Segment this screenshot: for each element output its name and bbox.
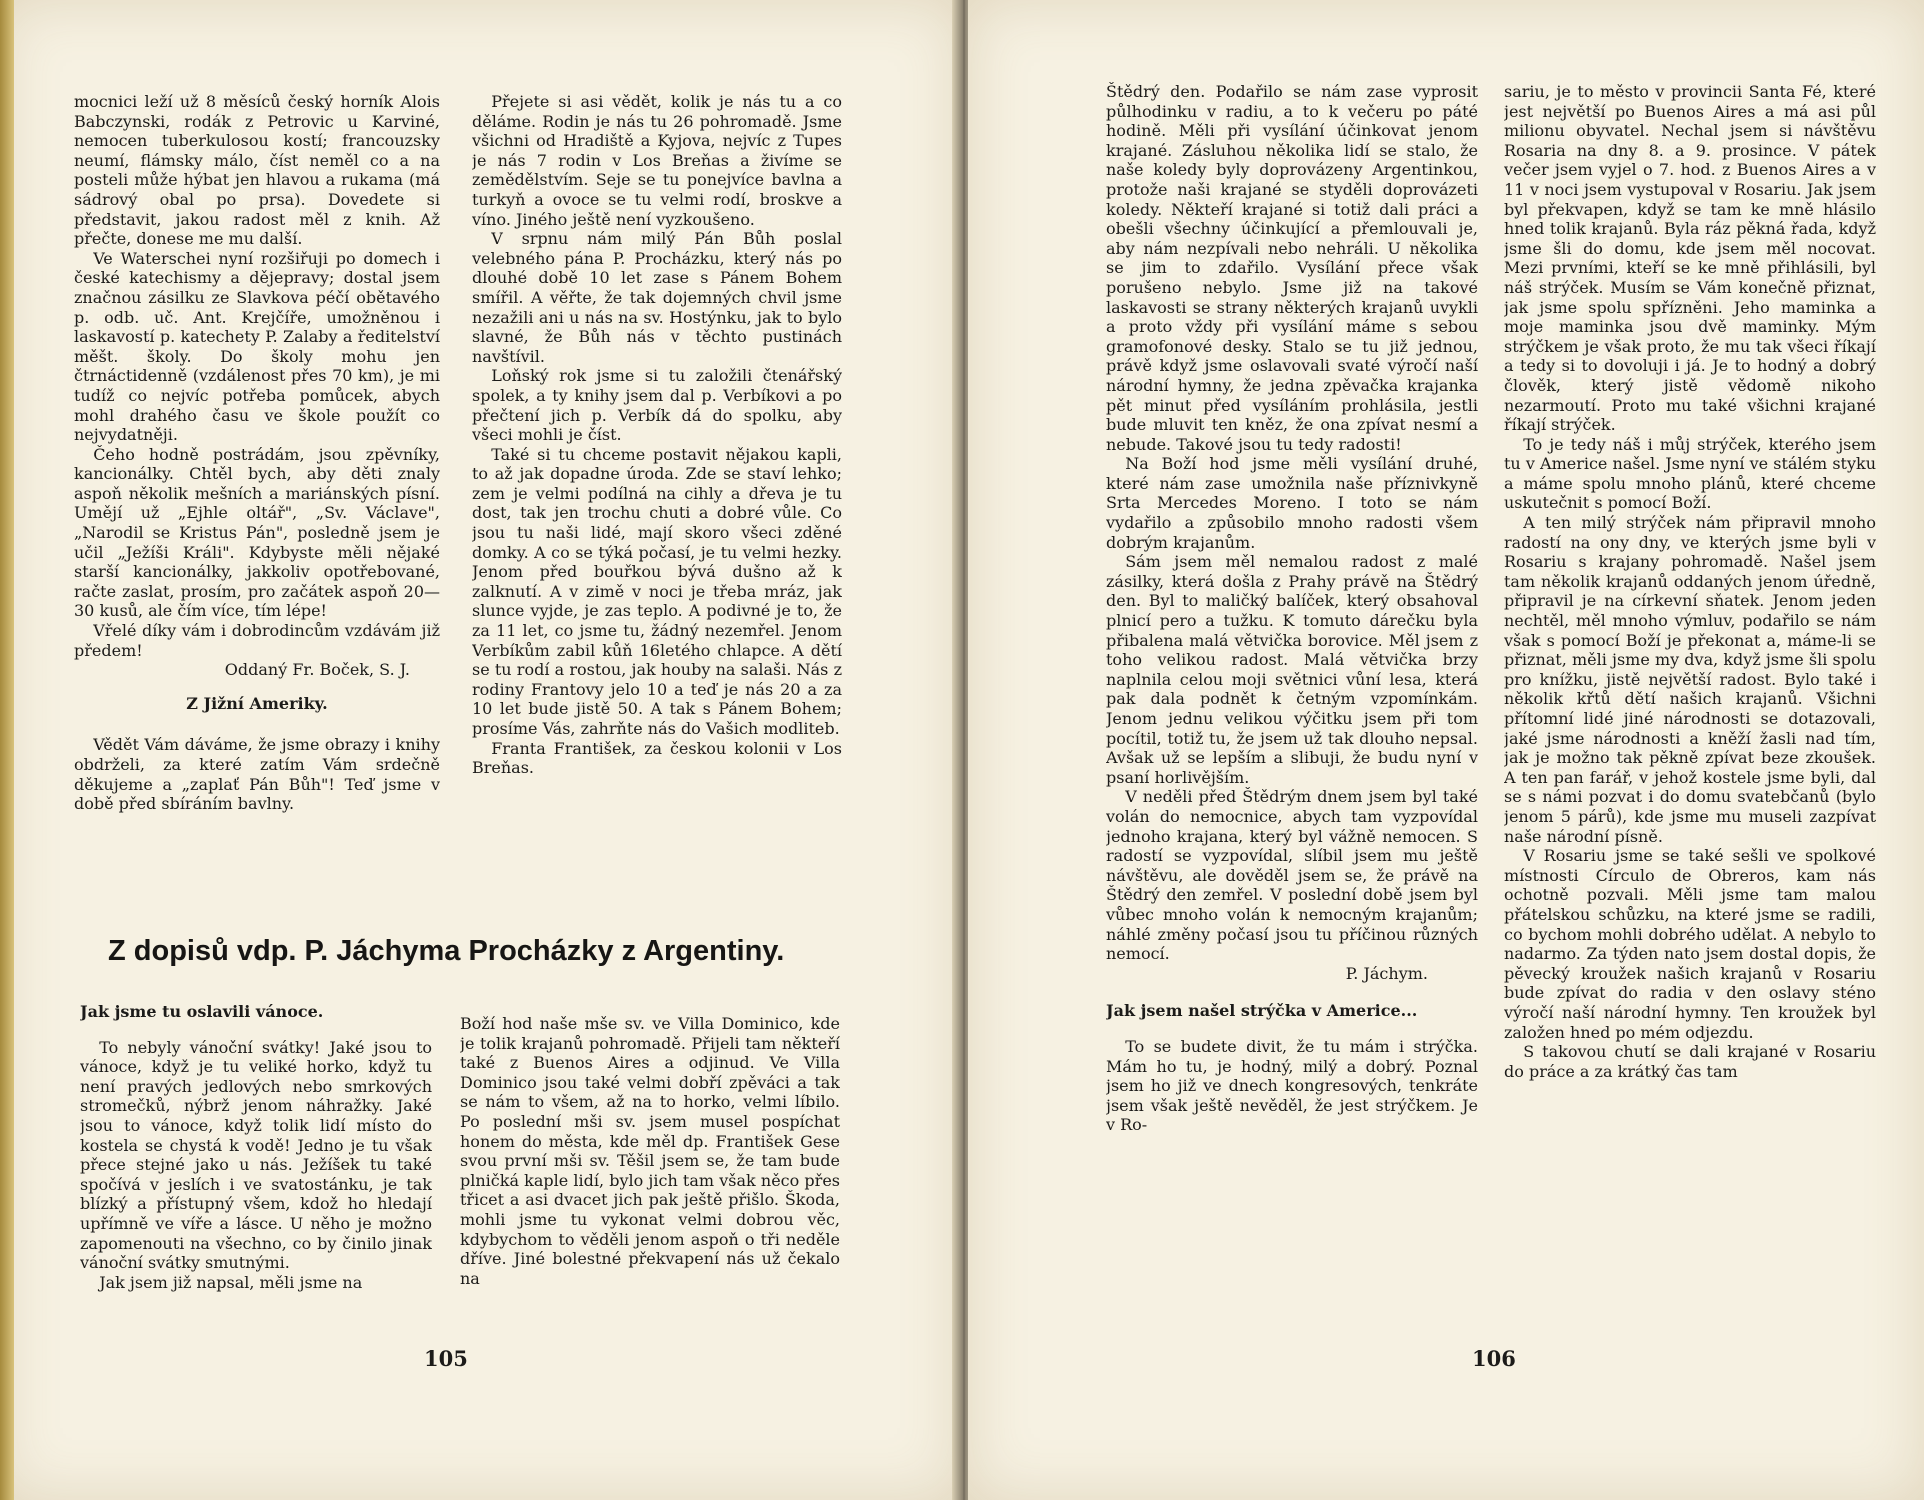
section-heading: Z Jižní Ameriky. [186,693,328,713]
paragraph: Franta František, za českou kolonii v Los Breňas. [472,738,842,778]
left-column-4 [460,1014,840,1334]
left-column-1 [74,92,440,928]
paragraph: Štědrý den. Podařilo se nám zase vyprosit půlhodinku v radiu, a to k večeru po páté hodině. Měli při vysílání účinkovat jenom krajané. Zásluhou několika lidí se stalo, že naše koledy byly doprovázeny Argentinkou, protože naši krajané se styděli doprovázeti koledy. Někteří krajané si totiž dali práci a obešli všechny účinkující a přemlouvali je, aby nám nezpívali nebo nehráli. U několika se jim to zdařilo. Vysílání přece však porušeno nebylo. Jsme již na takové laskavosti se strany některých krajanů uvykli a proto vždy při vysílání máme s sebou gramofonové desky. Stalo se tu již jednou, právě když jsme oslavovali svaté výročí naší národní hymny, že jedna zpěvačka krajanka pět minut před vysíláním prohlásila, jestli bude mluvit ten kněz, že ona zpívat nesmí a nebude. Takové jsou tu tedy radosti! [1106,82,1478,454]
paragraph: Také si tu chceme postavit nějakou kapli, to až jak dopadne úroda. Zde se staví lehko; zem je velmi podílná na cihly a dřeva je tu dost, tak jen trochu chuti a dobré vůle. Co jsou tu naši lidé, mají skoro všeci zděné domky. A co se týká počasí, je tu velmi hezky. Jenom před bouřkou bývá dušno až k zalknutí. A v zimě v noci je třeba mráz, jak slunce vyjde, je zas teplo. A podivné je to, že za 11 let, co jsme tu, žádný nezemřel. Jenom Verbíkům zabil kůň 16letého chlapce. A dětí se tu rodí a rostou, jak houby na salaši. Nás z rodiny Frantovy jelo 10 a teď je nás 20 a za 10 let bude jistě 50. A tak s Pánem Bohem; prosíme Vás, zahrňte nás do Vašich modliteb. [472,444,842,738]
section-heading: Jak jsem našel strýčka v Americe... [1106,1001,1418,1021]
paragraph: A ten milý strýček nám připravil mnoho radostí na ony dny, ve kterých jsme byli v Rosariu s krajany pohromadě. Našel jsem tam několik krajanů oddaných jenom úředně, připravil je na církevní sňatek. Jenom jeden nechtěl, měl mnoho výmluv, podařilo se nám však s pomocí Boží je překonat a, máme-li se přiznat, měli jsme my dva, když jsme šli spolu pro knížku, jistě největší radost. Bylo také i několik křtů dětí našich krajanů. Všichni přítomní lidé jiné národnosti se dotazovali, jaké jsme národnosti a kněží žasli nad tím, jak je možno tak pěkně zpívat beze zkoušek. A ten pan farář, v jehož kostele jsme byli, dal se s námi pozvat i do domu svatebčanů (bylo jenom 5 párů), kde jsme mu museli zazpívat naše národní písně. [1504,513,1876,846]
right-page [968,0,1924,1500]
section-heading: Jak jsme tu oslavili vánoce. [80,1002,324,1021]
paragraph: Vědět Vám dáváme, že jsme obrazy i knihy obdrželi, za které zatím Vám srdečně děkujeme a „zaplať Pán Bůh"! Teď jsme v době před sbíráním bavlny. [74,735,440,814]
paragraph: To je tedy náš i můj strýček, kterého jsem tu v Americe našel. Jsme nyní ve stálém styku a máme spolu mnoho plánů, které chceme uskutečnit s pomocí Boží. [1504,434,1876,513]
paragraph: Na Boží hod jsme měli vysílání druhé, které nám zase umožnila naše příznivkyně Srta Mercedes Moreno. I toto se nám vydařilo a způsobilo mnoho radosti všem dobrým krajanům. [1106,454,1478,552]
paragraph: To se budete divit, že tu mám i strýčka. Mám ho tu, je hodný, milý a dobrý. Poznal jsem ho již ve dnech kongresových, tenkráte jsem však ještě nevěděl, že jest strýčkem. Je v Ro- [1106,1036,1478,1135]
paragraph: V Rosariu jsme se také sešli ve spolkové místnosti Círculo de Obreros, kam nás ochotně pozvali. Měli jsme tam malou přátelskou schůzku, na které jsme se radili, co bychom mohli dobrého udělat. A nebylo to nadarmo. Za týden nato jsem dostal dopis, že pěvecký kroužek našich krajanů v Rosariu bude zpívat do radia v den oslavy sténo výročí naší národní hymny. Ten kroužek byl založen hned po mém odjezdu. [1504,846,1876,1042]
article-headline: Z dopisů vdp. P. Jáchyma Procházky z Argentiny. [108,935,785,967]
left-column-3 [80,992,432,1332]
page-number: 106 [1472,1346,1516,1371]
paragraph: Čeho hodně postrádám, jsou zpěvníky, kancionálky. Chtěl bych, aby děti znaly aspoň několik mešních a mariánských písní. Umějí už „Ejhle oltář", „Sv. Václave", „Narodil se Kristus Pán", posledně jsem je učil „Ježíši Králi". Kdybyste měli nějaké starší kancionálky, jakkoliv opotřebované, račte zaslat, prosím, pro začátek aspoň 20—30 kusů, ale čím více, tím lépe! [74,444,440,621]
paragraph: Boží hod naše mše sv. ve Villa Dominico, kde je tolik krajanů pohromadě. Přijeli tam někteří také z Buenos Aires a odjinud. Ve Villa Dominico jsou také velmi dobří zpěváci a tak se nám to všem, až na to horko, velmi líbilo. Po poslední mši sv. jsem musel pospíchat honem do města, kde měl dp. František Gese svou první mši sv. Těšil jsem se, že tam bude plničká kaple lidí, bylo jich tam však něco přes třicet a asi dvacet jich pak ještě přišlo. Škoda, mohli jsme tu vykonat velmi dobrou věc, kdybychom to věděli jenom aspoň o tři neděle dříve. Jiné bolestné překvapení nás už čekalo na [460,1014,840,1288]
signature: P. Jáchym. [1345,963,1428,983]
paragraph: S takovou chutí se dali krajané v Rosariu do práce a za krátký čas tam [1504,1042,1876,1081]
page-number: 105 [424,1346,468,1371]
paragraph: Jak jsem již napsal, měli jsme na [99,1272,363,1292]
paragraph: mocnici leží už 8 měsíců český horník Alois Babczynski, rodák z Petrovic u Karviné, nemocen tuberkulosou kostí; francouzsky neumí, flámsky málo, číst neměl co a na posteli může hýbat jen hlavou a rukama (má sádrový obal po prsa). Dovedete si představit, jakou radost měl z knih. Až přečte, donese me mu další. [74,92,440,249]
paragraph: V srpnu nám milý Pán Bůh poslal velebného pána P. Procházku, který nás po dlouhé době 10 let zase s Pánem Bohem smířil. A věřte, že tak dojemných chvil jsme nezažili ani u nás na sv. Hostýnku, jak to bylo slavné, že Bůh nás v těchto pustinách navštívil. [472,229,842,366]
paragraph: Sám jsem měl nemalou radost z malé zásilky, která došla z Prahy právě na Štědrý den. Byl to maličký balíček, který obsahoval plnicí pero a tužku. K tomuto dárečku byla přibalena malá větvička borovice. Měl jsem z toho velikou radost. Malá větvička brzy naplnila celou moji světnici vůní lesa, která pak dala podnět k četným vzpomínkám. Jenom jednu velikou výčitku jsem při tom pocítil, totiž tu, že jsem už tak dlouho nepsal. Avšak už se lepším a slibuji, že budu nyní v psaní horlivějším. [1106,552,1478,787]
left-page [0,0,960,1500]
left-column-2 [472,92,842,892]
signature: Oddaný Fr. Boček, S. J. [224,660,410,680]
paragraph: V neděli před Štědrým dnem jsem byl také volán do nemocnice, abych tam vyzpovídal jednoho krajana, který byl vážně nemocen. S radostí se vyzpovídal, slíbil jsem mu ještě návštěvu, ale dověděl jsem se, že právě na Štědrý den zemřel. V poslední době jsem byl vůbec mnoho volán k nemocným krajanům; náhlé změny počasí jsou tu příčinou různých nemocí. [1106,787,1478,964]
paragraph: Ve Waterschei nyní rozšiřuji po domech i české katechismy a dějepravy; dostal jsem značnou zásilku ze Slavkova péčí obětavého p. odb. uč. Ant. Krejčíře, umožněnou i laskavostí p. katechety P. Zalaby a ředitelství měšt. školy. Do školy mohu jen čtrnáctidenně (vzdálenost přes 70 km), je mi tudíž co nejvíc potřeba pomůcek, abych mohl drahého času ve škole použít co nejvydatněji. [74,248,440,445]
paragraph: Přejete si asi vědět, kolik je nás tu a co děláme. Rodin je nás tu 26 pohromadě. Jsme všichni od Hradiště a Kyjova, nejvíc z Tupes je nás 7 rodin v Los Breňas a živíme se zemědělstvím. Seje se tu ponejvíce bavlna a turkyň a ovoce se tu velmi rodí, broskve a víno. Jiného ještě není vyzkoušeno. [472,92,842,229]
paragraph: Vřelé díky vám i dobrodincům vzdávám již předem! [74,621,440,660]
right-column-2 [1504,82,1876,1332]
paragraph: Loňský rok jsme si tu založili čtenářský spolek, a ty knihy jsem dal p. Verbíkovi a po přečtení jich p. Verbík dá do spolku, aby všeci mohli je číst. [472,366,842,445]
right-column-1 [1106,82,1478,1332]
paragraph: sariu, je to město v provincii Santa Fé, které jest největší po Buenos Aires a má asi půl milionu obyvatel. Nechal jsem si návštěvu Rosaria na dny 8. a 9. prosince. V pátek večer jsem vyjel o 7. hod. z Buenos Aires a v 11 v noci jsem vystupoval v Rosariu. Jak jsem byl překvapen, když se tam ke mně hlásilo hned tolik krajanů. Byla ráz pěkná řada, když jsme šli do domu, kde jsem měl nocovat. Mezi prvními, kteří se ke mně přihlásili, byl náš strýček. Musím se Vám konečně přiznat, jak jsme spolu spřízněni. Jeho maminka a moje maminka jsou dvě maminky. Mým strýčkem je však proto, že mu tak všeci říkají a tedy si to dovoluji i já. Je to hodný a dobrý člověk, který jistě vědomě nikoho nezarmoutí. Proto mu také všichni krajané říkají strýček. [1504,82,1876,435]
paragraph: To nebyly vánoční svátky! Jaké jsou to vánoce, když je tu veliké horko, když tu není pravých jedlových nebo smrkových stromečků, nýbrž jenom náhražky. Jaké jsou to vánoce, když tolik lidí místo do kostela se chystá k vodě! Jedno je tu však přece stejné jako u nás. Ježíšek tu také spočívá v jeslích i ve svatostánku, je tak blízký a přístupný všem, kdož ho hledají upřímně ve víře a lásce. U něho je možno zapomenouti na všechno, co by činilo jinak vánoční svátky smutnými. [80,1037,432,1273]
book-edge [0,0,14,1500]
